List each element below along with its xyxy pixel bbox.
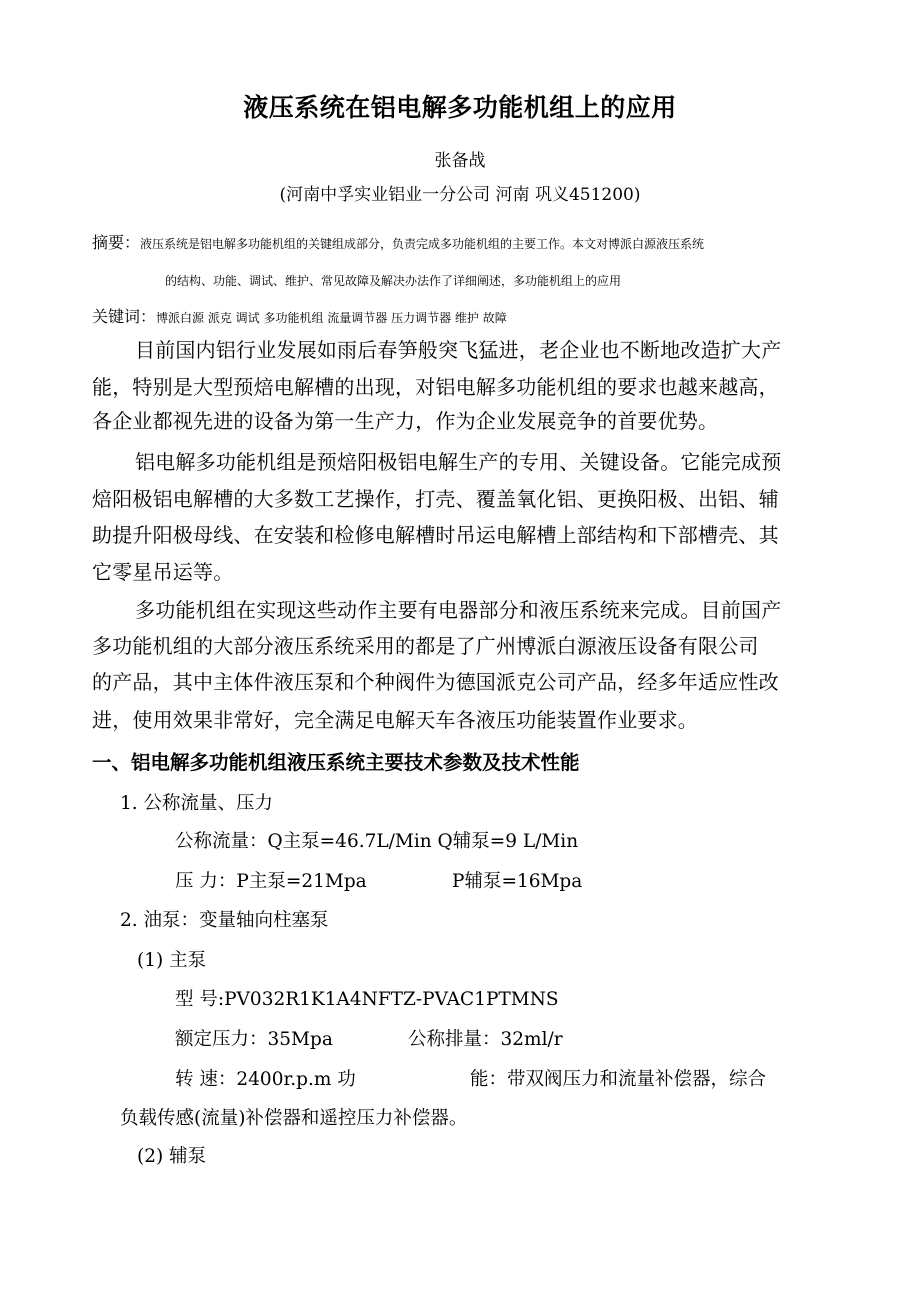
item-1-flow: 公称流量：Q主泵=46.7L/Min Q辅泵=9 L/Min [175,831,579,852]
sub-1-function-cont: 负载传感(流量)补偿器和遥控压力补偿器。 [120,1108,468,1129]
abstract-text-2: 的结构、功能、调试、维护、常见故障及解决办法作了详细阐述，多功能机组上的应用 [165,274,622,288]
paragraph-1-line-1: 目前国内铝行业发展如雨后春笋般突飞猛进，老企业也不断地改造扩大产 [135,338,782,362]
sub-1-speed: 转 速：2400r.p.m 功 [175,1069,356,1090]
paragraph-3-line-1: 多功能机组在实现这些动作主要有电器部分和液压系统来完成。目前国产 [135,598,782,622]
item-2-label: 2. 油泵：变量轴向柱塞泵 [120,910,329,931]
abstract-text-1: 液压系统是铝电解多功能机组的关键组成部分，负责完成多功能机组的主要工作。本文对博派白源液压系统 [140,237,705,251]
paragraph-2-line-3: 助提升阳极母线、在安装和检修电解槽时吊运电解槽上部结构和下部槽壳、其 [92,523,779,547]
author: 张备战 [434,151,486,171]
sub-1-rated-pressure: 额定压力：35Mpa [175,1029,333,1050]
section-heading: 一、铝电解多功能机组液压系统主要技术参数及技术性能 [92,751,580,774]
keywords-label: 关键词： [92,307,157,326]
paragraph-1-line-3: 各企业都视先进的设备为第一生产力，作为企业发展竞争的首要优势。 [92,409,719,433]
page-title: 液压系统在铝电解多功能机组上的应用 [243,93,677,122]
sub-1-displacement: 公称排量：32ml/r [408,1029,563,1050]
paragraph-2-line-4: 它零星吊运等。 [92,560,234,584]
paragraph-1-line-2: 能，特别是大型预焙电解槽的出现，对铝电解多功能机组的要求也越来越高， [92,375,779,399]
paragraph-2-line-1: 铝电解多功能机组是预焙阳极铝电解生产的专用、关键设备。它能完成预 [135,450,782,474]
sub-1-function: 能：带双阀压力和流量补偿器，综合 [470,1069,767,1090]
item-1-pressure-aux: P辅泵=16Mpa [452,871,583,892]
item-1-pressure-main: 压 力：P主泵=21Mpa [175,871,367,892]
item-1-label: 1. 公称流量、压力 [120,793,274,814]
paragraph-2-line-2: 焙阳极铝电解槽的大多数工艺操作，打壳、覆盖氧化铝、更换阳极、出铝、辅 [92,487,779,511]
sub-2-label: (2) 辅泵 [137,1146,207,1167]
paragraph-3-line-2: 多功能机组的大部分液压系统采用的都是了广州博派白源液压设备有限公司 [92,634,759,658]
keywords-text: 博派白源 派克 调试 多功能机组 流量调节器 压力调节器 维护 故障 [156,311,507,325]
paragraph-3-line-3: 的产品，其中主体件液压泵和个种阀件为德国派克公司产品，经多年适应性改 [92,670,779,694]
sub-1-model: 型 号:PV032R1K1A4NFTZ-PVAC1PTMNS [175,989,559,1010]
abstract-line-1 [92,230,704,253]
keywords [92,304,507,327]
sub-1-label: (1) 主泵 [137,950,207,971]
paragraph-3-line-4: 进，使用效果非常好，完全满足电解天车各液压功能装置作业要求。 [92,708,698,732]
affiliation: (河南中孚实业铝业一分公司 河南 巩义451200) [279,185,641,205]
abstract-label: 摘要： [92,233,141,252]
